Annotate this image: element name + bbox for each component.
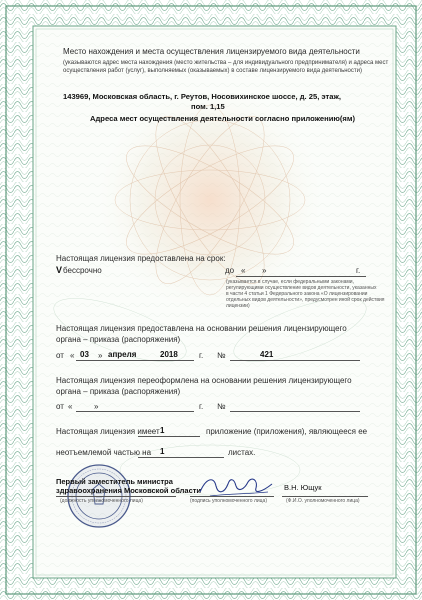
grant-day: 03	[80, 350, 89, 359]
grant-year: 2018	[160, 350, 178, 359]
term-heading: Настоящая лицензия предоставлена на срок:	[56, 254, 226, 263]
signer-name: В.Н. Ющук	[284, 483, 322, 492]
appendix-sheets-label: листах.	[228, 448, 256, 457]
term-date-underline	[236, 276, 366, 277]
reissue-number-sign: №	[217, 402, 226, 411]
appendix-text-start: Настоящая лицензия имеет	[56, 427, 160, 436]
signer-name-caption: (Ф.И.О. уполномоченного лица)	[286, 498, 360, 504]
term-note-line4: отдельных видов деятельности», предусмотрен иной срок действия	[226, 297, 385, 303]
grant-year-suffix: г.	[199, 351, 204, 360]
term-note-line1: (указывается в случае, если федеральными законами,	[226, 279, 354, 285]
grant-quote-close: »	[98, 351, 103, 360]
grant-date-underline	[76, 360, 194, 361]
reissue-quote-open: «	[68, 402, 73, 411]
signature-underline	[190, 496, 274, 497]
term-checkbox-mark: V	[56, 265, 63, 275]
location-subtext-line2: осуществления работ (услуг), выполняемых (оказываемых) в составе лицензируемого вида деятельности)	[63, 68, 362, 74]
term-year-suffix: г.	[356, 266, 361, 275]
grant-heading-line1: Настоящая лицензия предоставлена на основании решения лицензирующего	[56, 324, 347, 333]
term-note-line3: в части 4 статьи 1 Федерального закона «О лицензировании	[226, 291, 368, 297]
grant-month: апреля	[108, 350, 137, 359]
reissue-quote-close: »	[94, 402, 99, 411]
term-quote-close: »	[262, 266, 267, 275]
term-note-line2: регулирующими осуществление видов деятельности, указанных	[226, 285, 377, 291]
appendix-count-underline	[138, 436, 200, 437]
appendix-part-start: неотъемлемой частью на	[56, 448, 152, 457]
reissue-year-suffix: г.	[199, 402, 204, 411]
signer-title-line1: Первый заместитель министра	[56, 477, 173, 486]
location-subtext-line1: (указываются адрес места нахождения (место жительства – для индивидуального предпринимателя) и адреса мест	[63, 60, 389, 66]
grant-number: 421	[260, 350, 274, 359]
appendix-text-end: приложение (приложения), являющееся ее	[206, 427, 368, 436]
term-note-line5: лицензии)	[226, 303, 250, 309]
term-indefinite: бессрочно	[63, 266, 102, 275]
grant-quote-open: «	[70, 351, 75, 360]
appendix-sheets-underline	[138, 457, 224, 458]
grant-number-sign: №	[217, 351, 226, 360]
address-note: Адреса мест осуществления деятельности согласно приложению(ям)	[90, 114, 355, 123]
reissue-date-underline	[76, 411, 194, 412]
signer-title-line2: здравоохранения Московской области	[56, 486, 202, 495]
term-quote-open: «	[241, 266, 246, 275]
reissue-from: от	[56, 402, 64, 411]
grant-heading-line2: органа – приказа (распоряжения)	[56, 335, 181, 344]
appendix-sheets: 1	[160, 447, 165, 456]
appendix-count: 1	[160, 426, 165, 435]
signer-name-underline	[282, 496, 368, 497]
reissue-heading-line1: Настоящая лицензия переоформлена на основании решения лицензирующего	[56, 376, 352, 385]
grant-number-underline	[230, 360, 360, 361]
signer-title-caption: (должность уполномоченного лица)	[60, 498, 143, 504]
location-heading-line1: Место нахождения и места осуществления лицензируемого вида деятельности	[63, 47, 360, 56]
term-until: до	[225, 266, 235, 275]
address-line1: 143969, Московская область, г. Реутов, Носовихинское шоссе, д. 25, этаж,	[63, 92, 341, 101]
signature-caption: (подпись уполномоченного лица)	[190, 498, 267, 504]
address-line2: пом. 1,15	[191, 102, 225, 111]
grant-from: от	[56, 351, 64, 360]
signer-title-underline	[56, 496, 176, 497]
reissue-heading-line2: органа – приказа (распоряжения)	[56, 387, 181, 396]
reissue-number-underline	[230, 411, 360, 412]
official-seal	[56, 460, 142, 530]
